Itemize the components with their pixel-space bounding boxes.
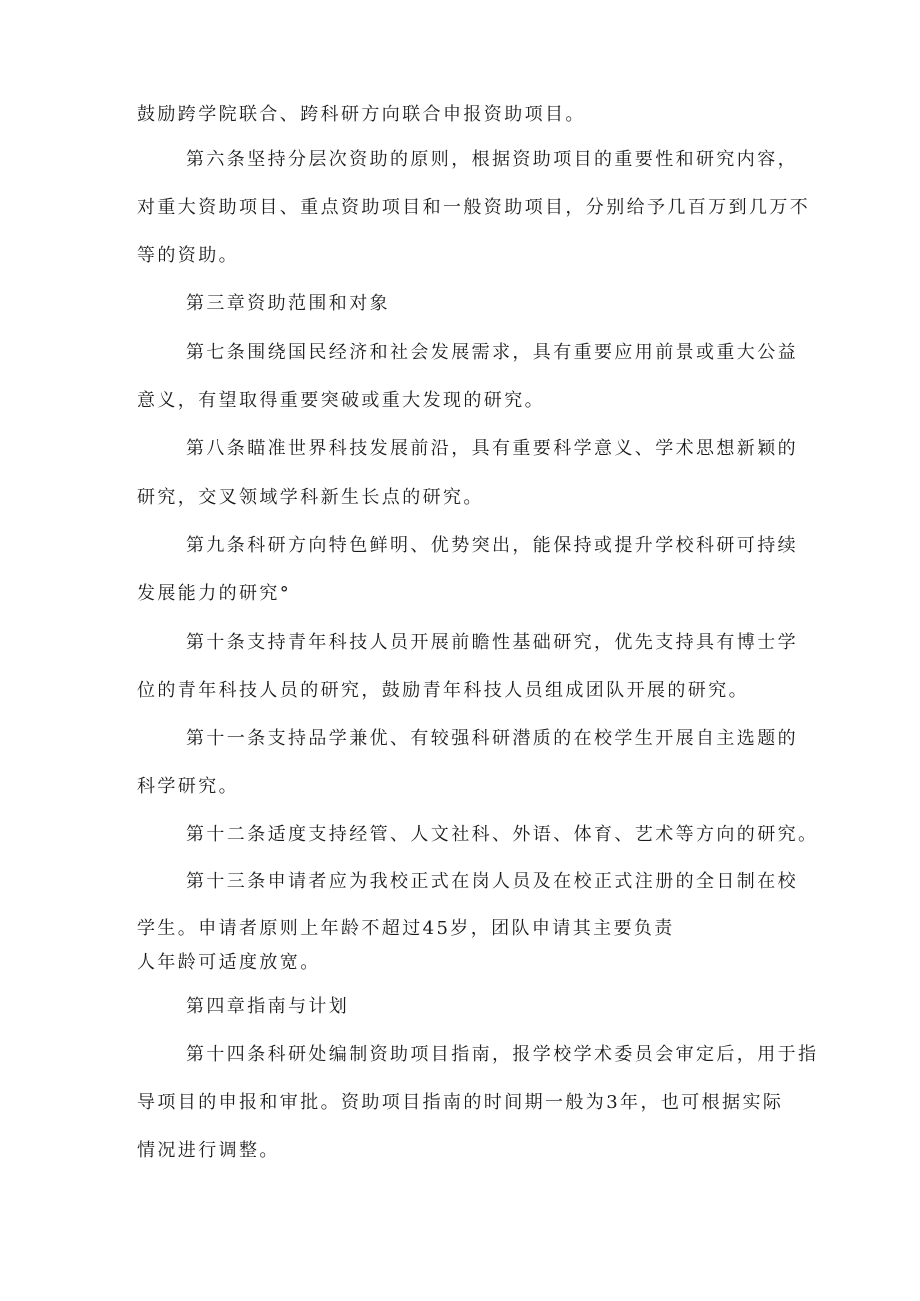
chapter-3-heading: 第三章资助范围和对象 (186, 293, 390, 314)
article-12-line: 第十二条适度支持经管、人文社科、外语、体育、艺术等方向的研究。 (186, 824, 819, 845)
text-line: 科学研究。 (137, 776, 239, 797)
text-line: 鼓励跨学院联合、跨科研方向联合申报资助项目。 (137, 104, 586, 125)
text-line: 发展能力的研究° (137, 583, 292, 604)
article-6-line: 第六条坚持分层次资助的原则，根据资助项目的重要性和研究内容， (186, 149, 798, 170)
text-line: 学生。申请者原则上年龄不超过45岁，团队申请其主要负责 (137, 918, 675, 939)
text-line: 情况进行调整。 (137, 1140, 280, 1161)
text-line: 对重大资助项目、重点资助项目和一般资助项目，分别给予几百万到几万不 (137, 197, 811, 218)
text-line: 等的资助。 (137, 245, 239, 266)
text-line: 研究，交叉领域学科新生长点的研究。 (137, 487, 484, 508)
article-9-line: 第九条科研方向特色鲜明、优势突出，能保持或提升学校科研可持续 (186, 535, 798, 556)
article-10-line: 第十条支持青年科技人员开展前瞻性基础研究，优先支持具有博士学 (186, 632, 798, 653)
text-line: 意义，有望取得重要突破或重大发现的研究。 (137, 390, 545, 411)
text-line: 位的青年科技人员的研究，鼓励青年科技人员组成团队开展的研究。 (137, 680, 749, 701)
article-8-line: 第八条瞄准世界科技发展前沿，具有重要科学意义、学术思想新颖的 (186, 438, 798, 459)
article-11-line: 第十一条支持品学兼优、有较强科研潜质的在校学生开展自主选题的 (186, 728, 798, 749)
text-line: 导项目的申报和审批。资助项目指南的时间期一般为3年，也可根据实际 (137, 1092, 784, 1113)
text-line: 人年龄可适度放宽。 (137, 952, 321, 973)
article-14-line: 第十四条科研处编制资助项目指南，报学校学术委员会审定后，用于指 (186, 1044, 819, 1065)
chapter-4-heading: 第四章指南与计划 (186, 996, 350, 1017)
article-13-line: 第十三条申请者应为我校正式在岗人员及在校正式注册的全日制在校 (186, 871, 798, 892)
article-7-line: 第七条围绕国民经济和社会发展需求，具有重要应用前景或重大公益 (186, 342, 798, 363)
